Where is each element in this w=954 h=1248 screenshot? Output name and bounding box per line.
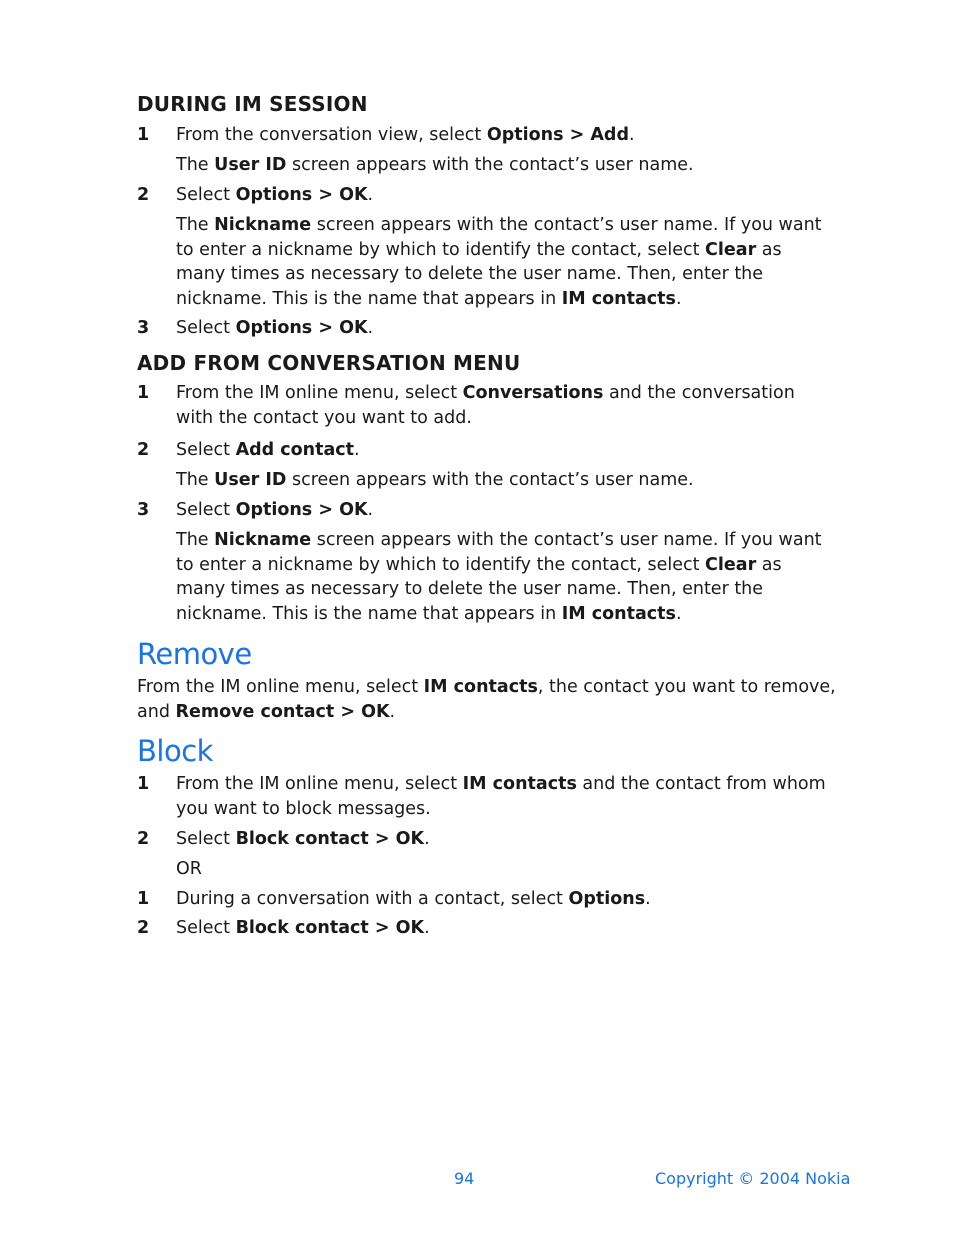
step-text: Select Options > OK. [176,318,374,338]
menu-path: Block contact > OK [235,918,425,938]
page-number: 94 [454,1169,475,1188]
remove-paragraph: From the IM online menu, select IM contacts, the contact you want to remove, and Remove contact > OK. [137,677,836,722]
or-separator: OR [176,859,202,879]
step-number: 2 [137,185,150,205]
menu-path: Options > Add [486,125,629,145]
step-note: The User ID screen appears with the contact’s user name. [176,470,694,490]
subheading-add-from-conversation-menu: ADD FROM CONVERSATION MENU [137,351,521,375]
menu-name: IM contacts [462,774,577,794]
step-number: 1 [137,383,150,403]
step-text: Select Block contact > OK. [176,918,430,938]
step-text: Select Block contact > OK. [176,829,430,849]
menu-path: Options > OK [235,500,368,520]
section-title-block: Block [137,734,213,768]
step-text: Select Options > OK. [176,500,374,520]
menu-path: Remove contact > OK [175,701,390,722]
step-text: Select Add contact. [176,440,360,460]
copyright-notice: Copyright © 2004 Nokia [655,1169,851,1188]
step-number: 2 [137,918,150,938]
screen-name: User ID [214,155,287,175]
step-number: 1 [137,889,150,909]
subheading-during-im-session: DURING IM SESSION [137,92,368,116]
menu-path: Options > OK [235,318,368,338]
step-number: 2 [137,440,150,460]
menu-name: IM contacts [561,603,676,624]
menu-name: Conversations [462,383,604,403]
menu-path: Options > OK [235,185,368,205]
step-note: The Nickname screen appears with the contact’s user name. If you want to enter a nickname by which to identify the contact, select Clear as many times as necessary to delete the user name. Then, enter the nickname. This is the name that appears in IM contacts. [176,215,822,309]
screen-name: User ID [214,470,287,490]
step-text: From the IM online menu, select IM contacts and the contact from whom you want to block messages. [176,774,826,819]
menu-name: IM contacts [561,288,676,309]
menu-path: Add contact [235,440,355,460]
menu-name: Options [568,889,646,909]
step-text: From the IM online menu, select Conversations and the conversation with the contact you want to add. [176,383,795,428]
step-text: From the conversation view, select Options > Add. [176,125,635,145]
step-number: 1 [137,125,150,145]
step-text: During a conversation with a contact, select Options. [176,889,651,909]
softkey-name: Clear [705,239,757,260]
section-title-remove: Remove [137,637,252,671]
menu-name: IM contacts [423,677,538,697]
step-number: 3 [137,500,150,520]
softkey-name: Clear [705,554,757,575]
step-number: 2 [137,829,150,849]
step-note: The Nickname screen appears with the contact’s user name. If you want to enter a nickname by which to identify the contact, select Clear as many times as necessary to delete the user name. Then, enter the nickname. This is the name that appears in IM contacts. [176,530,822,624]
step-note: The User ID screen appears with the contact’s user name. [176,155,694,175]
screen-name: Nickname [214,530,312,550]
screen-name: Nickname [214,215,312,235]
step-number: 1 [137,774,150,794]
step-text: Select Options > OK. [176,185,374,205]
menu-path: Block contact > OK [235,829,425,849]
step-number: 3 [137,318,150,338]
